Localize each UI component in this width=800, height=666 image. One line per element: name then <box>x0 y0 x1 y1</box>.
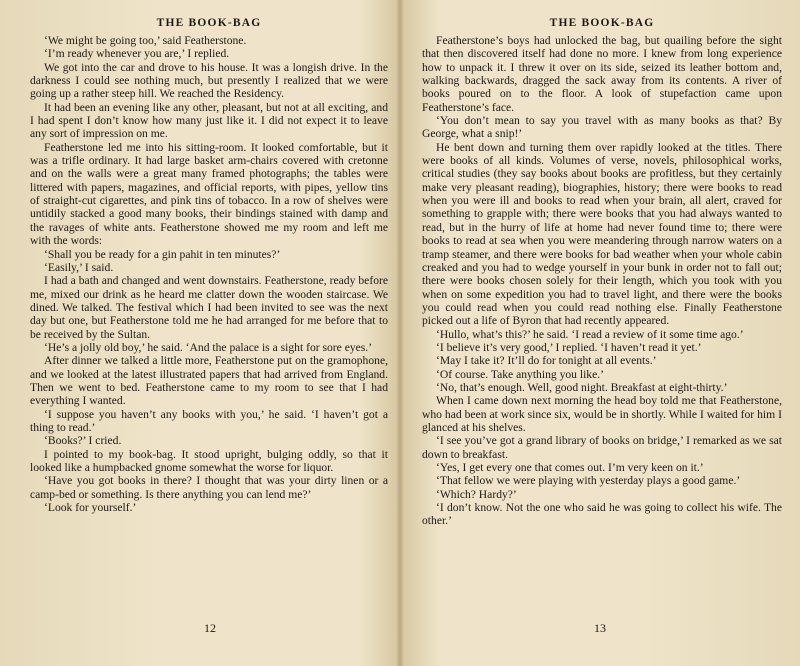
paragraph: ‘I believe it’s very good,’ I replied. ‘I haven’t read it yet.’ <box>436 340 702 354</box>
paragraph: ‘We might be going too,’ said Featherstone. <box>44 34 247 47</box>
paragraph: ‘That fellow we were playing with yesterday plays a good game.’ <box>436 474 741 488</box>
paragraph: ‘May I take it? It’ll do for tonight at all events.’ <box>436 354 657 368</box>
paragraph: ‘Shall you be ready for a gin pahit in ten minutes?’ <box>44 247 281 261</box>
running-head-left: THE BOOK-BAG <box>156 17 262 29</box>
page-number-left: 12 <box>204 621 216 635</box>
paragraph: ‘Yes, I get every one that comes out. I’m very keen on it.’ <box>436 461 704 474</box>
paragraph: ‘I’m ready whenever you are,’ I replied. <box>44 47 230 61</box>
paragraph: ‘Easily,’ I said. <box>44 260 114 274</box>
page-number-right: 13 <box>594 621 606 635</box>
paragraph: I pointed to my book-bag. It stood upright, bulging oddly, so that it looked like a humpbacked gnome somewhat the worse for liquor. <box>30 447 388 474</box>
paragraph: ‘You don’t mean to say you travel with as many books as that? By George, what a snip!’ <box>422 114 782 141</box>
paragraph: ‘Books?’ I cried. <box>44 434 122 448</box>
paragraph: Featherstone led me into his sitting-room. It looked comfortable, but it was a trifle ordinary. It had large basket arm-chairs covered with cretonne and on the walls were a great many framed photographs; the tables were littered with papers, magazines, and official reports, with pipes, yellow tins of straight-cut cigarettes, and pink tins of tobacco. In a row of shelves were untidily stacked a good many books, their bindings stained with damp and the ravages of white ants. Featherstone showed me my room and left me with the words: <box>30 140 388 248</box>
paragraph: ‘I see you’ve got a grand library of books on bridge,’ I remarked as we sat down to breakfast. <box>422 434 782 461</box>
paragraph: It had been an evening like any other, pleasant, but not at all exciting, and I had spent I don’t know how many just like it. I did not expect it to leave any sort of impression on me. <box>30 100 388 141</box>
paragraph: ‘Which? Hardy?’ <box>436 487 517 501</box>
right-page <box>400 0 800 666</box>
paragraph: I had a bath and changed and went downstairs. Featherstone, ready before me, mixed our drink as he heard me clatter down the wooden staircase. We dined. We talked. The festival which I had been invited to see was the next day but one, but Featherstone told me he had arranged for me before that to be received by the Sultan. <box>30 274 388 341</box>
paragraph: ‘Hullo, what’s this?’ he said. ‘I read a review of it some time ago.’ <box>436 327 744 341</box>
paragraph: ‘Of course. Take anything you like.’ <box>436 367 605 381</box>
paragraph: Featherstone’s boys had unlocked the bag, but quailing before the sight that then discovered itself had done no more. I knew from long experience how to unpack it. I threw it over on its side, seized its leather bottom and, walking backwards, dragged the sack away from its contents. A river of books poured on to the floor. A look of stupefaction came upon Featherstone’s face. <box>422 34 782 114</box>
running-head-right: THE BOOK-BAG <box>549 17 655 29</box>
paragraph: ‘Look for yourself.’ <box>44 501 137 515</box>
left-page-text <box>30 34 388 514</box>
paragraph: We got into the car and drove to his house. It was a longish drive. In the darkness I could see nothing much, but presently I realized that we were going up a rather steep hill. We reached the Residency. <box>30 60 388 101</box>
paragraph: ‘He’s a jolly old boy,’ he said. ‘And the palace is a sight for sore eyes.’ <box>44 340 373 354</box>
right-page-text <box>422 34 782 528</box>
paragraph: After dinner we talked a little more, Featherstone put on the gramophone, and we looked at the latest illustrated papers that had arrived from England. Then we went to bed. Featherstone came to my room to see that I had everything I wanted. <box>30 354 388 408</box>
paragraph: ‘I suppose you haven’t any books with you,’ he said. ‘I haven’t got a thing to read.’ <box>30 407 388 434</box>
paragraph: ‘I don’t know. Not the one who said he was going to collect his wife. The other.’ <box>422 501 782 528</box>
paragraph: When I came down next morning the head boy told me that Featherstone, who had been at work since six, would be in shortly. While I waited for him I glanced at his shelves. <box>422 394 782 434</box>
paragraph: ‘No, that’s enough. Well, good night. Breakfast at eight-thirty.’ <box>436 380 728 394</box>
paragraph: He bent down and turning them over rapidly looked at the titles. There were books of all kinds. Volumes of verse, novels, philosophical works, critical studies (they say books about books are profitless, but they certainly make very pleasant reading), biographies, history; there were books to read when you were ill and books to read when your brain, all alert, craved for something to grapple with; there were books that you had always wanted to read, but in the hurry of life at home had never found time to; there were books to read at sea when you were meandering through narrow waters on a tramp steamer, and there were books for bad weather when your whole cabin creaked and you had to wedge yourself in your bunk in order not to fall out; there were books chosen solely for their length, which you took with you when on some expedition you had to travel light, and there were the books you could read when you could read nothing else. Finally Featherstone picked out a life of Byron that had recently appeared. <box>422 140 782 328</box>
paragraph: ‘Have you got books in there? I thought that was your dirty linen or a camp-bed or something. Is there anything you can lend me?’ <box>30 474 388 501</box>
